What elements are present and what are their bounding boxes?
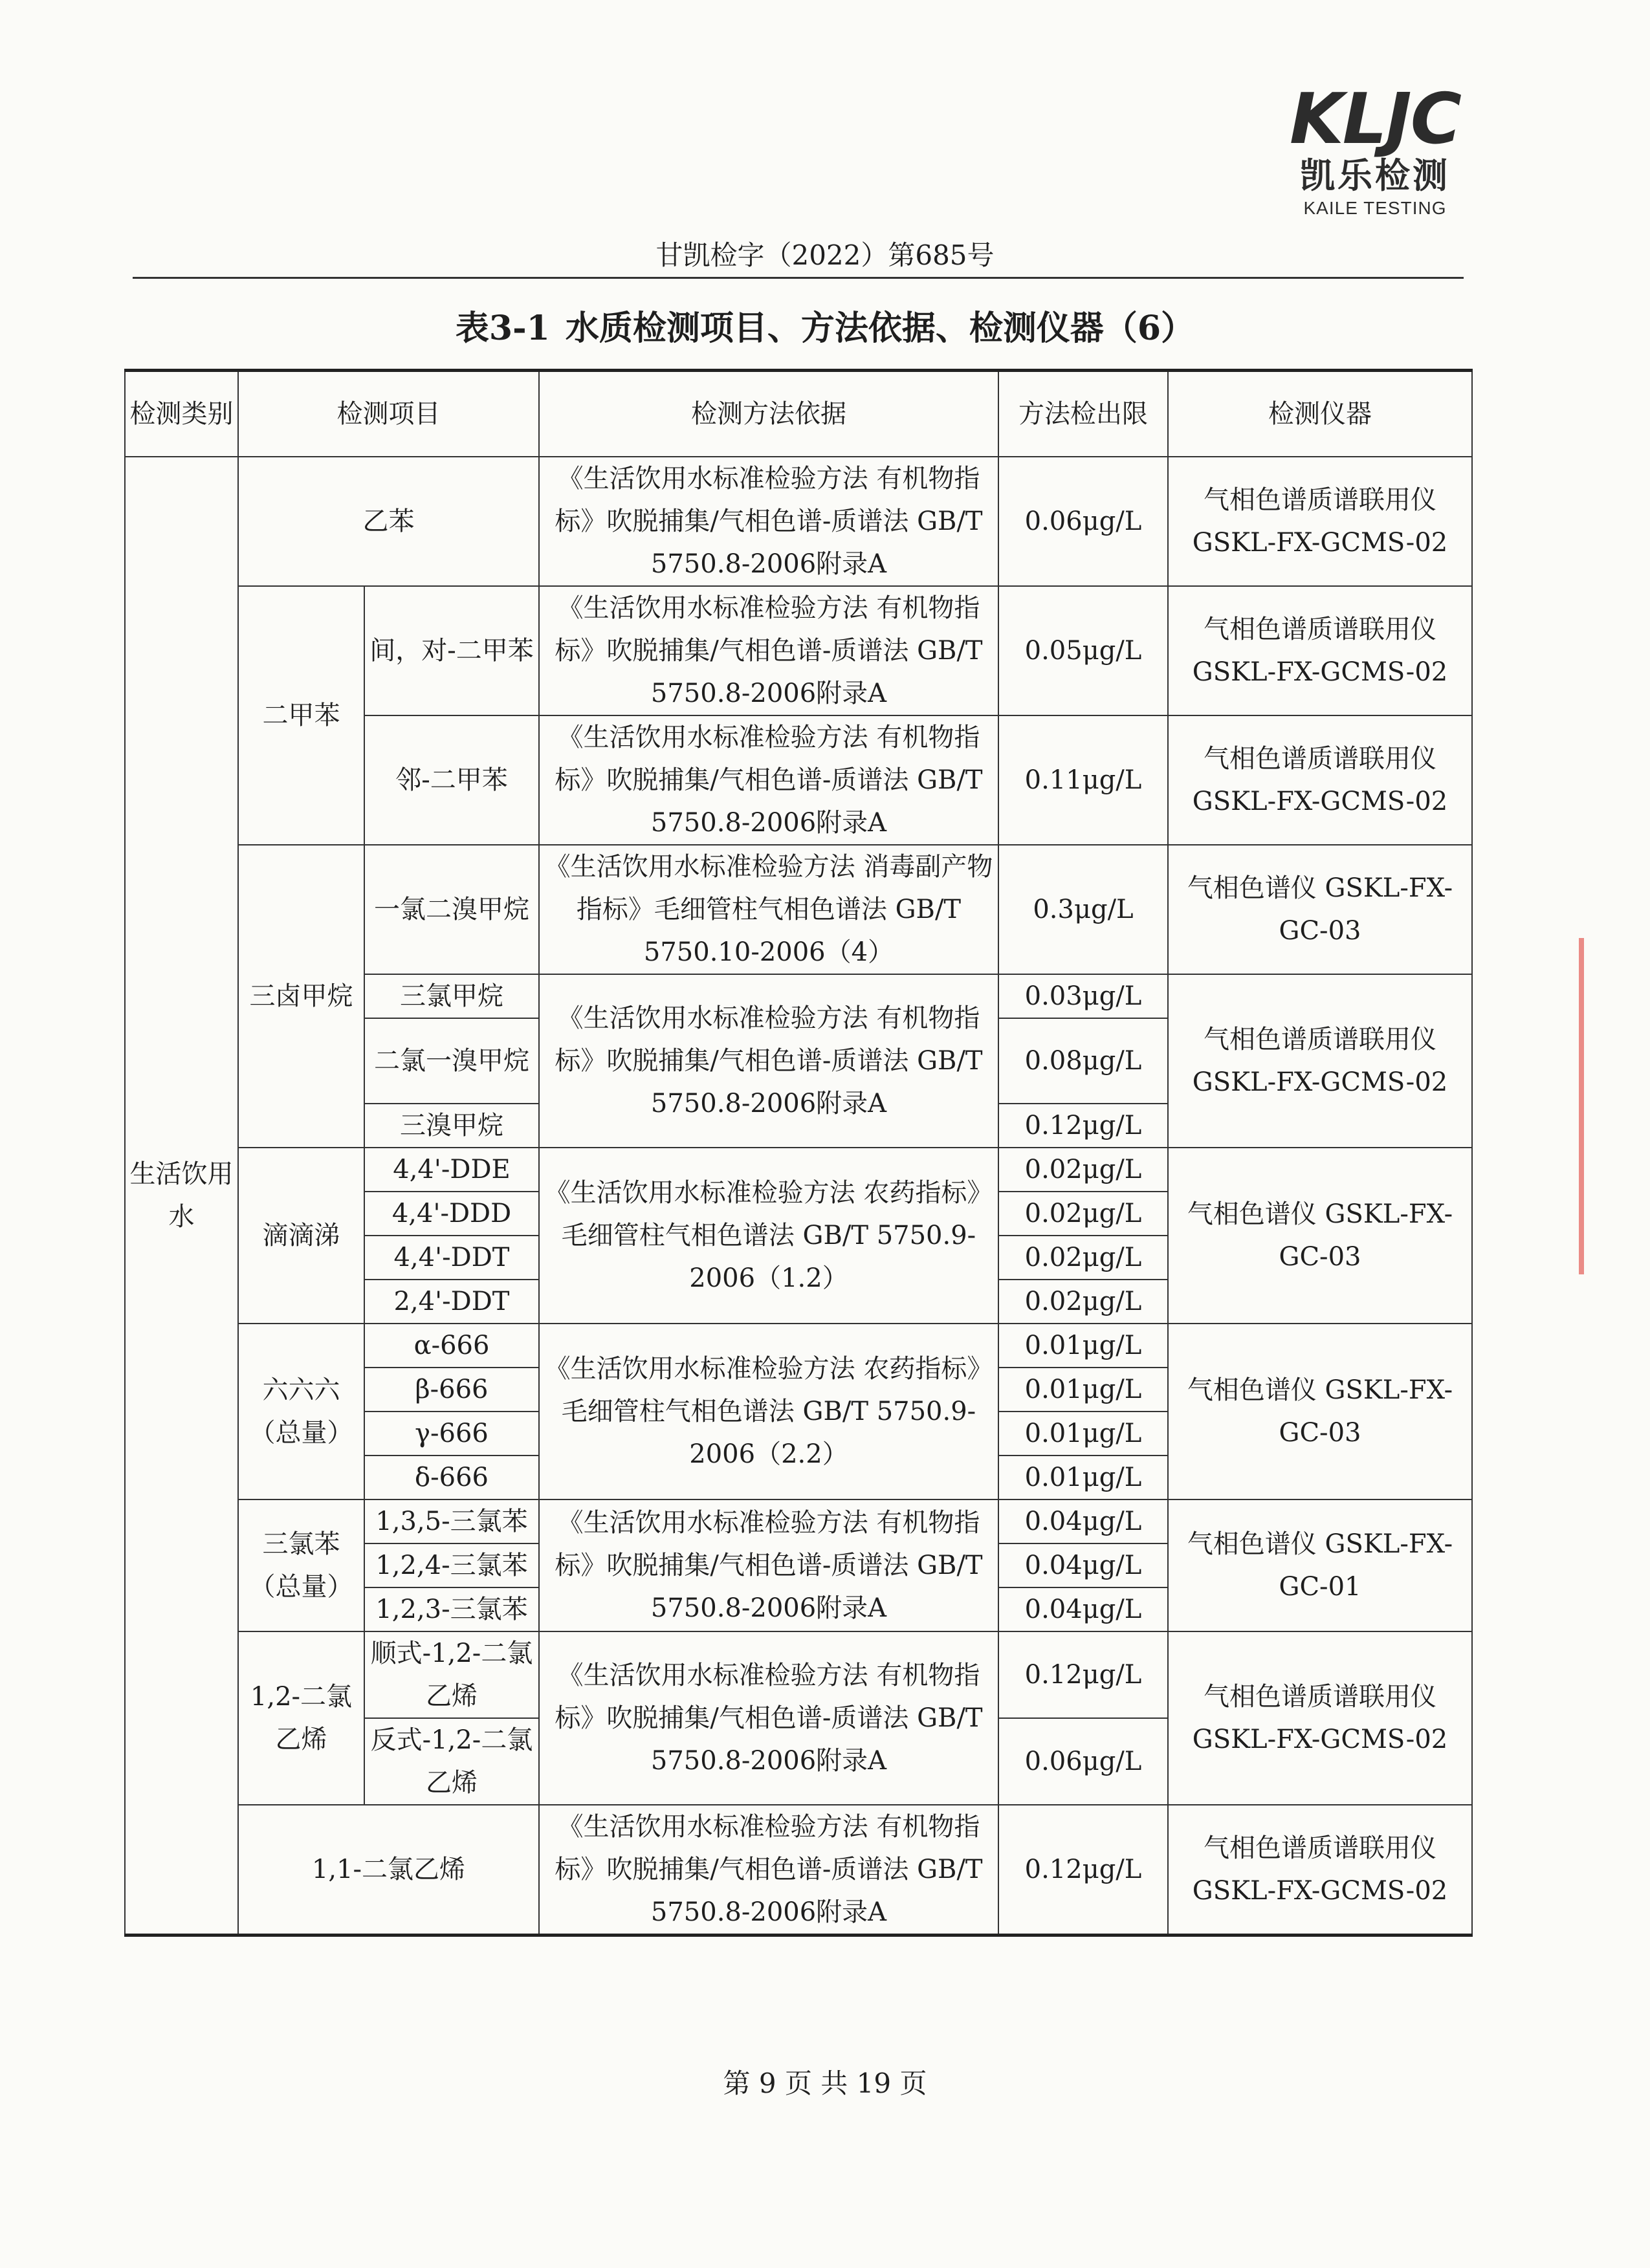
method-cell: 《生活饮用水标准检验方法 有机物指标》吹脱捕集/气相色谱-质谱法 GB/T 5750.8-2006附录A: [539, 1631, 998, 1805]
method-cell: 《生活饮用水标准检验方法 消毒副产物指标》毛细管柱气相色谱法 GB/T 5750.10-2006（4）: [539, 845, 998, 974]
group-cell: 滴滴涕: [238, 1148, 364, 1324]
item-cell: 邻-二甲苯: [364, 715, 539, 845]
item-cell: 三溴甲烷: [364, 1104, 539, 1148]
item-cell: 1,2,4-三氯苯: [364, 1543, 539, 1587]
limit-cell: 0.03μg/L: [998, 974, 1168, 1018]
item-cell: 三氯甲烷: [364, 974, 539, 1018]
table-title: 水质检测项目、方法依据、检测仪器（6）: [565, 309, 1195, 348]
group-cell: 三氯苯（总量）: [238, 1499, 364, 1631]
instrument-cell: 气相色谱仪 GSKL-FX-GC-01: [1168, 1499, 1472, 1631]
instrument-cell: 气相色谱仪 GSKL-FX-GC-03: [1168, 845, 1472, 974]
table-row: [125, 845, 1472, 974]
limit-cell: 0.06μg/L: [998, 457, 1168, 586]
table-row: [125, 586, 1472, 715]
table-row: [125, 1631, 1472, 1718]
method-cell: 《生活饮用水标准检验方法 农药指标》毛细管柱气相色谱法 GB/T 5750.9-2006（1.2）: [539, 1148, 998, 1324]
limit-cell: 0.12μg/L: [998, 1104, 1168, 1148]
method-cell: 《生活饮用水标准检验方法 有机物指标》吹脱捕集/气相色谱-质谱法 GB/T 5750.8-2006附录A: [539, 974, 998, 1148]
limit-cell: 0.01μg/L: [998, 1456, 1168, 1499]
method-cell: 《生活饮用水标准检验方法 有机物指标》吹脱捕集/气相色谱-质谱法 GB/T 5750.8-2006附录A: [539, 457, 998, 586]
instrument-cell: 气相色谱质谱联用仪 GSKL-FX-GCMS-02: [1168, 586, 1472, 715]
table-number: 表3-1: [455, 309, 550, 348]
item-cell: 4,4'-DDT: [364, 1236, 539, 1280]
header-item: 检测项目: [238, 371, 539, 457]
item-cell: 2,4'-DDT: [364, 1280, 539, 1324]
method-cell: 《生活饮用水标准检验方法 有机物指标》吹脱捕集/气相色谱-质谱法 GB/T 5750.8-2006附录A: [539, 1805, 998, 1935]
limit-cell: 0.05μg/L: [998, 586, 1168, 715]
red-stamp-edge: [1579, 938, 1620, 1274]
limit-cell: 0.04μg/L: [998, 1543, 1168, 1587]
document-number: 甘凯检字（2022）第685号: [655, 239, 995, 271]
limit-cell: 0.12μg/L: [998, 1805, 1168, 1935]
table-row: [125, 1324, 1472, 1368]
item-cell: α-666: [364, 1324, 539, 1368]
instrument-cell: 气相色谱质谱联用仪 GSKL-FX-GCMS-02: [1168, 715, 1472, 845]
instrument-cell: 气相色谱质谱联用仪 GSKL-FX-GCMS-02: [1168, 974, 1472, 1148]
item-cell: 反式-1,2-二氯乙烯: [364, 1718, 539, 1805]
item-cell: 间，对-二甲苯: [364, 586, 539, 715]
table-row: [125, 1148, 1472, 1192]
limit-cell: 0.01μg/L: [998, 1324, 1168, 1368]
test-items-table: [124, 369, 1473, 1937]
limit-cell: 0.06μg/L: [998, 1718, 1168, 1805]
group-cell: 三卤甲烷: [238, 845, 364, 1148]
header-method: 检测方法依据: [539, 371, 998, 457]
instrument-cell: 气相色谱仪 GSKL-FX-GC-03: [1168, 1324, 1472, 1499]
category-cell: 生活饮用水: [125, 457, 238, 1935]
item-cell: 1,1-二氯乙烯: [238, 1805, 539, 1935]
logo-english-name: KAILE TESTING: [1303, 198, 1447, 218]
header-category: 检测类别: [125, 371, 238, 457]
limit-cell: 0.01μg/L: [998, 1368, 1168, 1412]
limit-cell: 0.04μg/L: [998, 1499, 1168, 1543]
limit-cell: 0.04μg/L: [998, 1587, 1168, 1631]
limit-cell: 0.12μg/L: [998, 1631, 1168, 1718]
limit-cell: 0.02μg/L: [998, 1148, 1168, 1192]
limit-cell: 0.02μg/L: [998, 1280, 1168, 1324]
table-row: [125, 457, 1472, 586]
table-caption: [0, 301, 1650, 349]
instrument-cell: 气相色谱质谱联用仪 GSKL-FX-GCMS-02: [1168, 1631, 1472, 1805]
item-cell: 乙苯: [238, 457, 539, 586]
table-row: [125, 1805, 1472, 1935]
item-cell: 4,4'-DDE: [364, 1148, 539, 1192]
limit-cell: 0.01μg/L: [998, 1412, 1168, 1456]
item-cell: 二氯一溴甲烷: [364, 1018, 539, 1104]
item-cell: 顺式-1,2-二氯乙烯: [364, 1631, 539, 1718]
limit-cell: 0.11μg/L: [998, 715, 1168, 845]
group-cell: 六六六（总量）: [238, 1324, 364, 1499]
item-cell: 1,2,3-三氯苯: [364, 1587, 539, 1631]
logo-mark: KLJC: [1290, 79, 1460, 160]
limit-cell: 0.02μg/L: [998, 1236, 1168, 1280]
instrument-cell: 气相色谱质谱联用仪 GSKL-FX-GCMS-02: [1168, 457, 1472, 586]
method-cell: 《生活饮用水标准检验方法 有机物指标》吹脱捕集/气相色谱-质谱法 GB/T 5750.8-2006附录A: [539, 1499, 998, 1631]
method-cell: 《生活饮用水标准检验方法 有机物指标》吹脱捕集/气相色谱-质谱法 GB/T 5750.8-2006附录A: [539, 586, 998, 715]
group-cell: 1,2-二氯乙烯: [238, 1631, 364, 1805]
group-cell: 二甲苯: [238, 586, 364, 845]
limit-cell: 0.08μg/L: [998, 1018, 1168, 1104]
table-header-row: [125, 371, 1472, 457]
limit-cell: 0.02μg/L: [998, 1192, 1168, 1236]
item-cell: 一氯二溴甲烷: [364, 845, 539, 974]
item-cell: γ-666: [364, 1412, 539, 1456]
item-cell: 1,3,5-三氯苯: [364, 1499, 539, 1543]
item-cell: β-666: [364, 1368, 539, 1412]
header-divider: [133, 277, 1464, 279]
logo-chinese-name: 凯乐检测: [1300, 155, 1450, 196]
item-cell: 4,4'-DDD: [364, 1192, 539, 1236]
company-logo: [1268, 79, 1482, 220]
method-cell: 《生活饮用水标准检验方法 农药指标》毛细管柱气相色谱法 GB/T 5750.9-2006（2.2）: [539, 1324, 998, 1499]
instrument-cell: 气相色谱仪 GSKL-FX-GC-03: [1168, 1148, 1472, 1324]
limit-cell: 0.3μg/L: [998, 845, 1168, 974]
item-cell: δ-666: [364, 1456, 539, 1499]
instrument-cell: 气相色谱质谱联用仪 GSKL-FX-GCMS-02: [1168, 1805, 1472, 1935]
header-instrument: 检测仪器: [1168, 371, 1472, 457]
page-number: 第 9 页 共 19 页: [723, 2067, 927, 2099]
header-limit: 方法检出限: [998, 371, 1168, 457]
table-row: [125, 1499, 1472, 1543]
method-cell: 《生活饮用水标准检验方法 有机物指标》吹脱捕集/气相色谱-质谱法 GB/T 5750.8-2006附录A: [539, 715, 998, 845]
